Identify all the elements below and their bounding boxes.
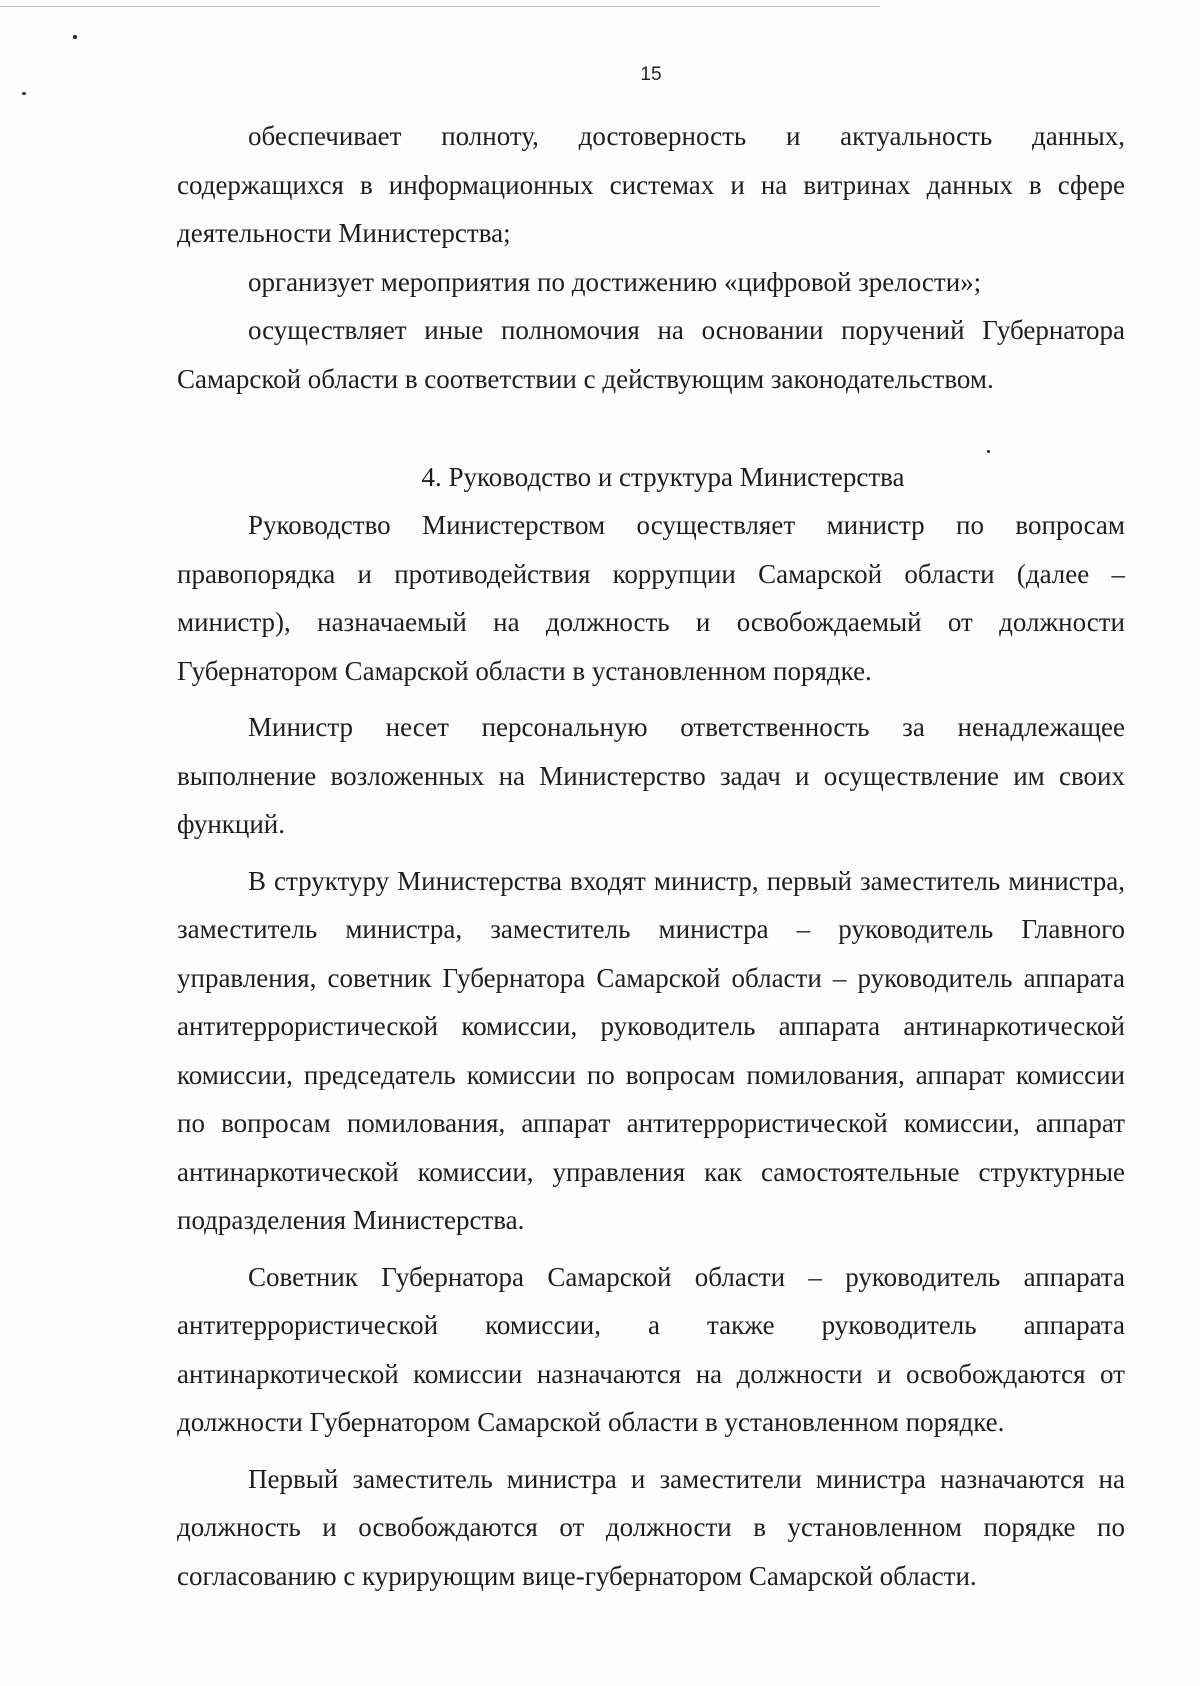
paragraph: Первый заместитель министра и заместители министра назначаются на должность и освобождаются от должности в установленном порядке по согласованию с курирующим вице-губернатором Самарской области. <box>177 1463 1125 1591</box>
paragraph: организует мероприятия по достижению «цифровой зрелости»; <box>248 266 982 297</box>
scan-speck <box>22 92 26 95</box>
document-body <box>177 112 1125 1600</box>
paragraph-continued: обеспечивает полноту, достоверность и актуальность данных, содержащихся в информационных системах и на витринах данных в сфере деятельности Министерства; <box>177 121 1125 248</box>
page-number: 15 <box>640 64 662 85</box>
scan-speck <box>73 35 77 39</box>
section-heading: 4. Руководство и структура Министерства <box>421 462 905 492</box>
paragraph: осуществляет иные полномочия на основании поручений Губернатора Самарской области в соответствии с действующим законодательством. <box>177 315 1125 394</box>
paragraph: Руководство Министерством осуществляет министр по вопросам правопорядка и противодействия коррупции Самарской области (далее – министр), назначаемый на должность и освобождаемый от должности Губернатором Самарской области в установленном порядке. <box>177 510 1125 686</box>
paragraph: В структуру Министерства входят министр, первый заместитель министра, заместитель министра, заместитель министра – руководитель Главного управления, советник Губернатора Самарской области – руководитель аппарата антитеррористической комиссии, руководитель аппарата антинаркотической комиссии, председатель комиссии по вопросам помилования, аппарат комиссии по вопросам помилования, аппарат антитеррористической комиссии, аппарат антинаркотической комиссии, управления как самостоятельные структурные подразделения Министерства. <box>177 865 1125 1235</box>
scan-edge-line <box>0 6 880 7</box>
paragraph: Советник Губернатора Самарской области – руководитель аппарата антитеррористической комиссии, а также руководитель аппарата антинаркотической комиссии назначаются на должности и освобождаются от должности Губернатором Самарской области в установленном порядке. <box>177 1261 1125 1437</box>
paragraph: Министр несет персональную ответственность за ненадлежащее выполнение возложенных на Министерство задач и осуществление им своих функций. <box>177 712 1125 839</box>
